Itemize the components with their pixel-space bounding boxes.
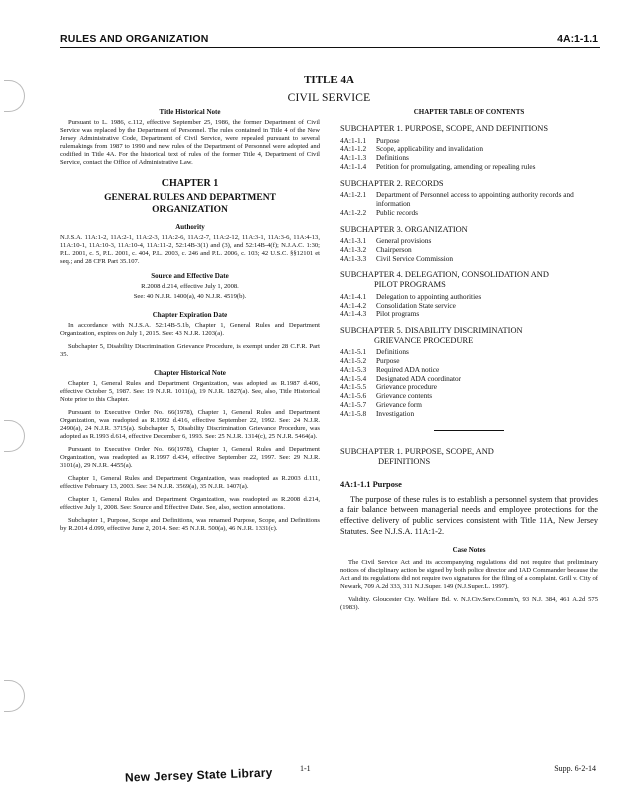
toc-heading: CHAPTER TABLE OF CONTENTS xyxy=(413,108,525,116)
toc-entry-title: Civil Service Commission xyxy=(376,253,454,263)
toc-entry-number: 4A:1-1.4 xyxy=(340,161,367,171)
expiration-paragraph: Subchapter 5, Disability Discrimination Grievance Procedure, is exempt under 28 C.F.R. Part 35. xyxy=(60,342,320,358)
historical-note: Pursuant to L. 1986, c.112, effective September 25, 1986, the former Department of Civil Service was replaced by the Department of Personnel. The rules contained in Title 4 of the New Jersey Administrative Code, Department of Civil Service, were repealed pursuant to several rulemakings from 1987 to 1990 and new rules of the Department of Personnel were adopted and codified in Title 4A. For the historical text of rules of the former Title 4, Department of Civil Service, contact the Office of Administrative Law. xyxy=(60,119,320,167)
table-of-contents xyxy=(340,124,598,418)
title-block xyxy=(60,74,598,104)
left-column xyxy=(60,108,320,539)
header-rule xyxy=(60,47,600,48)
toc-entry xyxy=(340,255,598,264)
case-note: The Civil Service Act and its accompanying regulations did not require that preliminary notices of disciplinary action be signed by both police director and IAD Commander because the Act and its regulations did not require two signatures for the filing of a complaint. Grill v. City of Newark, 709 A.2d 333, 311 N.J.Super. 149 (N.J.Super.L. 1997). xyxy=(340,558,598,590)
toc-entry-title: Definitions xyxy=(376,347,409,357)
toc-entry-number: 4A:1-5.8 xyxy=(340,408,367,418)
toc-entry-title: Grievance form xyxy=(376,399,422,409)
toc-entry xyxy=(340,191,598,209)
expiration-heading: Chapter Expiration Date xyxy=(152,310,228,319)
toc-entry-title: Grievance procedure xyxy=(376,382,437,392)
toc-entry-title: Scope, applicability and invalidation xyxy=(376,144,483,154)
toc-subchapter-heading: SUBCHAPTER 2. RECORDS xyxy=(340,178,444,188)
toc-entry-number: 4A:1-1.1 xyxy=(340,135,367,145)
toc-entry-number: 4A:1-5.2 xyxy=(340,356,367,366)
toc-subchapter-heading: SUBCHAPTER 3. ORGANIZATION xyxy=(340,224,468,234)
toc-entry-number: 4A:1-5.7 xyxy=(340,399,367,409)
toc-subchapter-heading-cont: GRIEVANCE PROCEDURE xyxy=(374,335,474,345)
toc-entry-title: Purpose xyxy=(376,135,400,145)
case-notes-heading: Case Notes xyxy=(452,545,486,554)
toc-subchapter-heading-cont: PILOT PROGRAMS xyxy=(374,280,446,290)
toc-entry-title: Chairperson xyxy=(376,244,412,254)
toc-entry-number: 4A:1-5.3 xyxy=(340,364,367,374)
toc-entry-title: Department of Personnel access to appointing authority records and information xyxy=(376,190,574,209)
toc-entry-number: 4A:1-2.1 xyxy=(340,190,367,200)
title: TITLE 4A xyxy=(304,74,354,86)
source-heading: Source and Effective Date xyxy=(151,272,229,281)
toc-entry-number: 4A:1-1.3 xyxy=(340,153,367,163)
title-subtitle: CIVIL SERVICE xyxy=(287,92,371,104)
toc-subchapter xyxy=(340,124,598,172)
toc-entry-number: 4A:1-4.1 xyxy=(340,291,367,301)
chapter-title-line: GENERAL RULES AND DEPARTMENT xyxy=(104,193,276,204)
toc-subchapter xyxy=(340,179,598,218)
authority-text: N.J.S.A. 11A:1-2, 11A:2-1, 11A:2-3, 11A:2-6, 11A:2-7, 11A:2-12, 11A:3-1, 11A:3-6, 11A:4-13, 11A:10-1, 11A:10-3, 11A:10-4, 11A:11-2, 52:14B-3(1) and (3), and 52:14B-4(f); N.J.A.C. 1:30; P.L. 2001, c. 5, P.L. 2001, c. 404, P.L. 2003, c. 246 and P.L. 2006, c. 103; 42 U.S.C. §§12101 et seq.; and 28 CFR Part 35.107. xyxy=(60,233,320,266)
toc-entry-number: 4A:1-4.3 xyxy=(340,309,367,319)
chapter-history-paragraph: Chapter 1, General Rules and Department Organization, was readopted as R.2003 d.111, effective February 13, 2003. See: 34 N.J.R. 3569(a), 35 N.J.R. 1407(a). xyxy=(60,475,320,491)
toc-entry-number: 4A:1-5.6 xyxy=(340,391,367,401)
toc-entry xyxy=(340,310,598,319)
toc-entry-title: Designated ADA coordinator xyxy=(376,373,462,383)
chapter-history-heading: Chapter Historical Note xyxy=(154,369,226,377)
toc-entry-number: 4A:1-5.4 xyxy=(340,373,367,383)
toc-entry-title: Delegation to appointing authorities xyxy=(376,291,482,301)
source-line: R.2008 d.214, effective July 1, 2008. xyxy=(141,283,239,291)
toc-entry-number: 4A:1-2.2 xyxy=(340,207,367,217)
library-stamp: New Jersey State Library xyxy=(124,765,273,785)
running-header-left: RULES AND ORGANIZATION xyxy=(60,33,209,45)
toc-entry-title: General provisions xyxy=(376,236,432,246)
toc-subchapter xyxy=(340,326,598,418)
right-column xyxy=(340,108,598,617)
chapter-history-paragraph: Subchapter 1, Purpose, Scope and Definitions, was renamed Purpose, Scope, and Definitions by R.2014 d.099, effective June 2, 2014. See: 45 N.J.R. 500(a), 46 N.J.R. 1331(c). xyxy=(60,517,320,533)
subchapter-heading xyxy=(340,447,598,467)
chapter-history-paragraph: Chapter 1, General Rules and Department Organization, was adopted as R.1987 d.406, effective October 5, 1987. See: 19 N.J.R. 1011(a), 19 N.J.R. 1827(a). See, also, Title Historical Note prior to this Chapter. xyxy=(60,380,320,404)
page-number: 1-1 xyxy=(300,764,311,773)
rule-text: The purpose of these rules is to establish a personnel system that provides a fair balance between managerial needs and employee protections for the effective delivery of public services consistent with Title 11A, New Jersey Statutes. See N.J.S.A. 11A:1-2. xyxy=(340,494,598,536)
toc-subchapter-heading: SUBCHAPTER 1. PURPOSE, SCOPE, AND DEFINITIONS xyxy=(340,124,549,133)
toc-entry xyxy=(340,163,598,172)
chapter-title-line: ORGANIZATION xyxy=(152,205,228,216)
case-note: Validity. Gloucester Cty. Welfare Bd. v. N.J.Civ.Serv.Comm'n, 93 N.J. 384, 461 A.2d 575 (1983). xyxy=(340,595,598,611)
chapter-history-paragraph: Chapter 1, General Rules and Department Organization, was readopted as R.2008 d.214, effective July 1, 2008. See: Source and Effective Date. See, also, section annotations. xyxy=(60,496,320,512)
subchapter-heading-line: DEFINITIONS xyxy=(378,457,431,467)
toc-entry-title: Definitions xyxy=(376,153,409,163)
toc-subchapter-heading: SUBCHAPTER 5. DISABILITY DISCRIMINATION xyxy=(340,326,523,336)
toc-entry-number: 4A:1-1.2 xyxy=(340,144,367,154)
toc-entry-number: 4A:1-3.3 xyxy=(340,253,367,263)
toc-entry-title: Required ADA notice xyxy=(376,364,440,374)
toc-entry-number: 4A:1-5.1 xyxy=(340,347,367,357)
chapter-history-paragraph: Pursuant to Executive Order No. 66(1978), Chapter 1, General Rules and Department Organization, was readopted as R.1992 d.416, effective September 22, 1992. See: 24 N.J.R. 2490(a), 24 N.J.R. 3715(a). Subchapter 5, Disability Discrimination Grievance Procedure, was adopted as R.1993 d.614, effective December 6, 1993. See: 25 N.J.R. 1314(c), 25 N.J.R. 5464(a). xyxy=(60,409,320,441)
rule-heading: 4A:1-1.1 Purpose xyxy=(340,479,402,489)
section-divider xyxy=(434,430,504,431)
expiration-paragraph: In accordance with N.J.S.A. 52:14B-5.1b, Chapter 1, General Rules and Department Organization, expires on July 1, 2015. See: 43 N.J.R. 1203(a). xyxy=(60,321,320,337)
chapter-number: CHAPTER 1 xyxy=(161,178,219,190)
toc-entry xyxy=(340,410,598,419)
punch-hole xyxy=(4,680,25,712)
toc-entry xyxy=(340,209,598,218)
toc-entry-number: 4A:1-4.2 xyxy=(340,300,367,310)
chapter-history-paragraph: Pursuant to Executive Order No. 66(1978), Chapter 1, General Rules and Department Organization, was readopted as R.1997 d.434, effective September 22, 1997. See: 29 N.J.R. 3101(a), 29 N.J.R. 4455(a). xyxy=(60,446,320,470)
running-header-right: 4A:1-1.1 xyxy=(557,33,598,45)
toc-entry-title: Investigation xyxy=(376,408,415,418)
punch-hole xyxy=(4,420,25,452)
toc-entry-number: 4A:1-3.2 xyxy=(340,244,367,254)
authority-heading: Authority xyxy=(175,222,205,231)
toc-entry-title: Grievance contents xyxy=(376,391,433,401)
toc-entry-number: 4A:1-5.5 xyxy=(340,382,367,392)
toc-entry-title: Purpose xyxy=(376,356,400,366)
chapter-title xyxy=(60,193,320,217)
toc-entry-title: Pilot programs xyxy=(376,309,420,319)
toc-entry-title: Public records xyxy=(376,207,418,217)
subchapter-heading-line: SUBCHAPTER 1. PURPOSE, SCOPE, AND xyxy=(340,447,494,457)
toc-subchapter xyxy=(340,225,598,264)
toc-entry-number: 4A:1-3.1 xyxy=(340,236,367,246)
toc-entry-title: Petition for promulgating, amending or repealing rules xyxy=(376,161,536,171)
toc-entry-title: Consolidation State service xyxy=(376,300,456,310)
punch-hole xyxy=(4,80,25,112)
toc-subchapter-heading: SUBCHAPTER 4. DELEGATION, CONSOLIDATION AND xyxy=(340,270,549,280)
supplement-date: Supp. 6-2-14 xyxy=(554,764,596,773)
toc-subchapter xyxy=(340,270,598,319)
historical-note-heading: Title Historical Note xyxy=(159,108,221,116)
source-line: See: 40 N.J.R. 1400(a), 40 N.J.R. 4519(b). xyxy=(133,292,247,300)
